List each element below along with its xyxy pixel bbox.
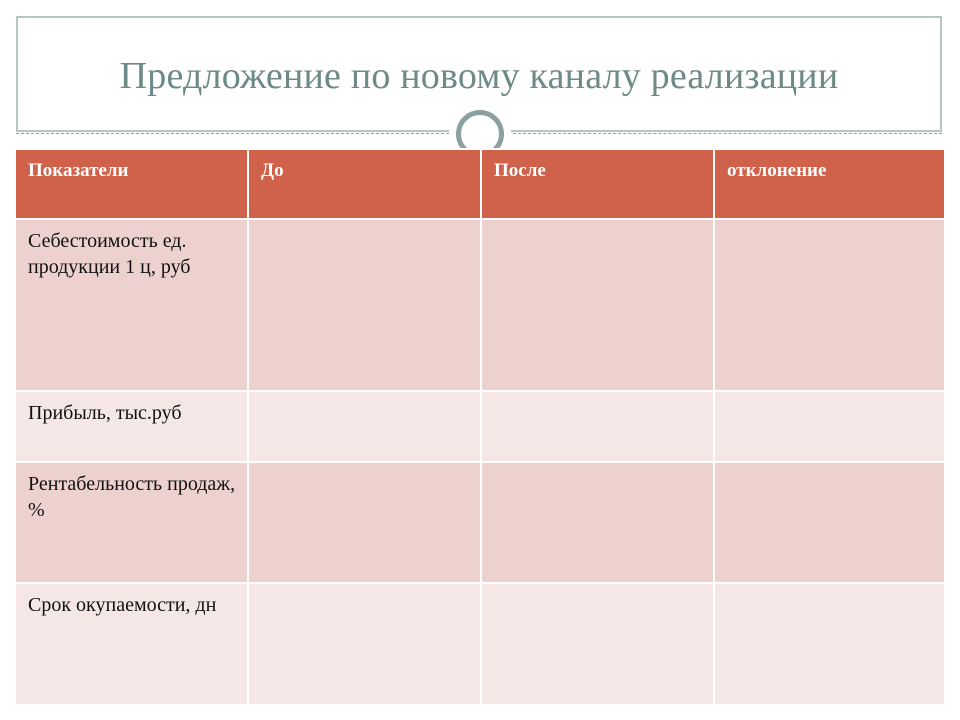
table-header-row xyxy=(15,149,945,219)
cell-indicator[interactable]: Себестоимость ед. продукции 1 ц, руб xyxy=(15,219,248,391)
cell-after[interactable] xyxy=(481,391,714,462)
cell-after[interactable] xyxy=(481,583,714,705)
header-indicators: Показатели xyxy=(15,149,248,219)
cell-indicator[interactable]: Срок окупаемости, дн xyxy=(15,583,248,705)
table-row xyxy=(15,583,945,705)
cell-before[interactable] xyxy=(248,462,481,583)
header-deviation: отклонение xyxy=(714,149,945,219)
indicators-table xyxy=(14,148,946,706)
header-after: После xyxy=(481,149,714,219)
cell-indicator[interactable]: Рентабельность продаж, % xyxy=(15,462,248,583)
cell-before[interactable] xyxy=(248,391,481,462)
divider-left xyxy=(16,133,454,134)
table-row xyxy=(15,462,945,583)
cell-after[interactable] xyxy=(481,462,714,583)
cell-deviation[interactable] xyxy=(714,391,945,462)
header-before: До xyxy=(248,149,481,219)
cell-indicator[interactable]: Прибыль, тыс.руб xyxy=(15,391,248,462)
slide-title: Предложение по новому каналу реализации xyxy=(119,55,839,97)
table-row xyxy=(15,391,945,462)
table-row xyxy=(15,219,945,391)
cell-before[interactable] xyxy=(248,219,481,391)
cell-deviation[interactable] xyxy=(714,462,945,583)
cell-deviation[interactable] xyxy=(714,583,945,705)
cell-after[interactable] xyxy=(481,219,714,391)
divider-right xyxy=(508,133,942,134)
cell-before[interactable] xyxy=(248,583,481,705)
cell-deviation[interactable] xyxy=(714,219,945,391)
